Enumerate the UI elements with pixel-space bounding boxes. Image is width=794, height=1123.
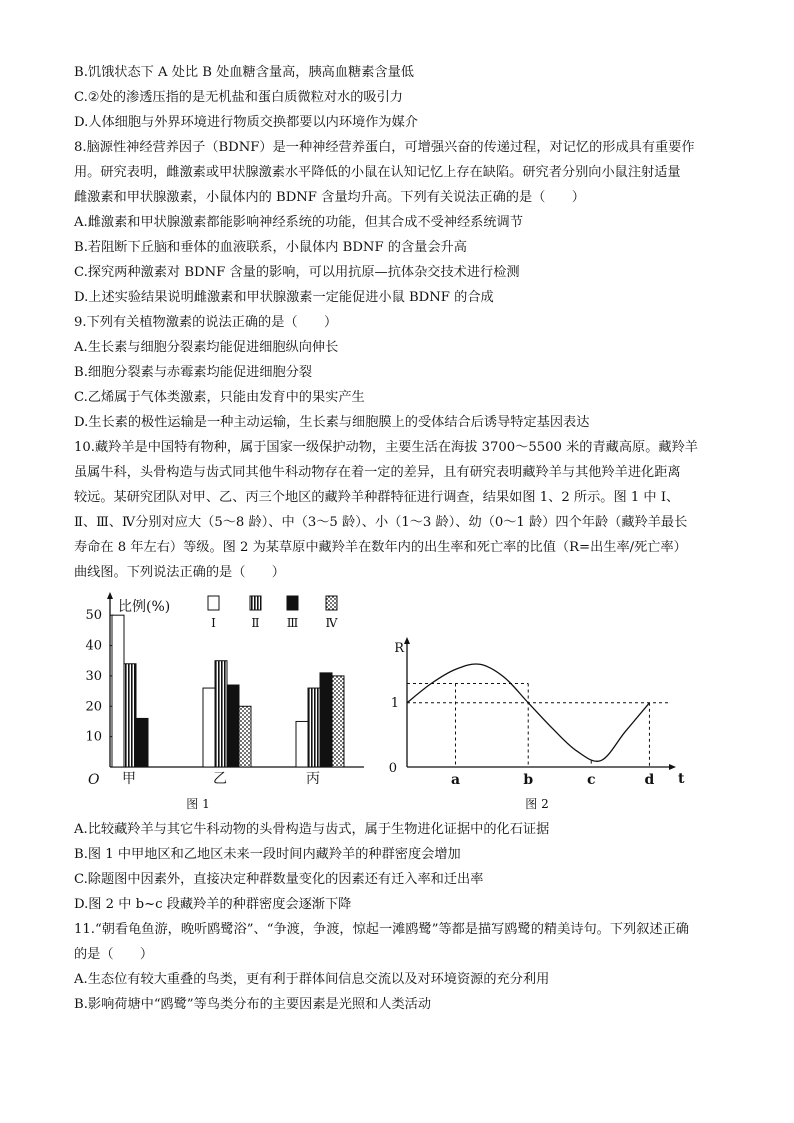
y-tick-label: 30 bbox=[85, 668, 102, 684]
y-tick-label: 50 bbox=[85, 608, 102, 624]
figure-area bbox=[74, 590, 724, 816]
text-line: A.雌激素和甲状腺激素都能影响神经系统的功能，但其合成不受神经系统调节 bbox=[74, 215, 523, 230]
text-line: 9.下列有关植物激素的说法正确的是（ ） bbox=[74, 315, 338, 330]
bar-甲-Ⅱ bbox=[124, 664, 136, 767]
bar-丙-Ⅲ bbox=[320, 673, 332, 767]
legend-label: Ⅱ bbox=[251, 616, 260, 630]
text-line: 的是（ ） bbox=[74, 947, 154, 962]
text-line: 曲线图。下列说法正确的是（ ） bbox=[74, 565, 285, 580]
legend-label: I bbox=[211, 616, 216, 630]
text-line: C.探究两种激素对 BDNF 含量的影响，可以用抗原—抗体杂交技术进行检测 bbox=[74, 265, 520, 280]
text-line: A.生态位有较大重叠的鸟类，更有利于群体间信息交流以及对环境资源的充分利用 bbox=[74, 972, 550, 987]
text-line: B.饥饿状态下 A 处比 B 处血糖含量高，胰高血糖素含量低 bbox=[74, 65, 414, 80]
x-category-label: 丙 bbox=[306, 771, 320, 787]
figure-1-bar-chart bbox=[85, 592, 364, 811]
text-line: B.影响荷塘中“鸥鹭”等鸟类分布的主要因素是光照和人类活动 bbox=[74, 997, 432, 1012]
legend-label: Ⅲ bbox=[286, 616, 299, 630]
bar-甲-Ⅲ bbox=[136, 718, 148, 767]
bar-乙-Ⅱ bbox=[215, 661, 227, 767]
x-axis-label: t bbox=[678, 771, 685, 787]
legend-swatch-Ⅲ bbox=[287, 596, 298, 610]
text-line: 寿命在 8 年左右）等级。图 2 为某草原中藏羚羊在数年内的出生率和死亡率的比值（R=出生率/死亡率） bbox=[74, 540, 687, 555]
bar-乙-Ⅳ bbox=[239, 706, 251, 767]
text-line: B.细胞分裂素与赤霉素均能促进细胞分裂 bbox=[74, 365, 313, 380]
x-tick-label: b bbox=[523, 772, 534, 788]
legend-swatch-Ⅳ bbox=[326, 596, 337, 610]
y-axis-arrow bbox=[107, 592, 113, 599]
bar-丙-Ⅱ bbox=[308, 688, 320, 767]
text-line: 较远。某研究团队对甲、乙、丙三个地区的藏羚羊种群特征进行调查，结果如图 1、2 所示。图 1 中 I、 bbox=[74, 490, 680, 505]
text-line: 雌激素和甲状腺激素，小鼠体内的 BDNF 含量均升高。下列有关说法正确的是（ ） bbox=[74, 190, 585, 205]
text-line: B.图 1 中甲地区和乙地区未来一段时间内藏羚羊的种群密度会增加 bbox=[74, 847, 461, 862]
r-curve bbox=[407, 664, 649, 761]
text-line: 10.藏羚羊是中国特有物种，属于国家一级保护动物，主要生活在海拔 3700～5500 米的青藏高原。藏羚羊 bbox=[74, 440, 698, 455]
y-axis-label: R bbox=[394, 641, 404, 656]
y-axis-label: 比例(%) bbox=[118, 599, 171, 615]
text-line: A.生长素与细胞分裂素均能促进细胞纵向伸长 bbox=[74, 340, 339, 355]
figure-1-caption: 图 1 bbox=[186, 797, 210, 811]
x-category-label: 乙 bbox=[213, 771, 227, 787]
text-line: 8.脑源性神经营养因子（BDNF）是一种神经营养蛋白，可增强兴奋的传递过程，对记忆的形成具有重要作 bbox=[74, 140, 695, 155]
x-axis-arrow bbox=[669, 764, 676, 770]
bar-乙-I bbox=[203, 688, 215, 767]
bar-丙-Ⅳ bbox=[332, 676, 344, 767]
figure-2-line-chart bbox=[389, 637, 685, 811]
y-tick-label: 20 bbox=[85, 699, 102, 715]
x-tick-label: d bbox=[644, 772, 655, 788]
legend-swatch-I bbox=[208, 596, 219, 610]
text-line: C.乙烯属于气体类激素，只能由发育中的果实产生 bbox=[74, 390, 365, 405]
legend-swatch-Ⅱ bbox=[250, 596, 261, 610]
y-tick-label: 1 bbox=[390, 695, 399, 711]
text-line: D.图 2 中 b~c 段藏羚羊的种群密度会逐渐下降 bbox=[74, 897, 352, 912]
text-line: D.上述实验结果说明雌激素和甲状腺激素一定能促进小鼠 BDNF 的合成 bbox=[74, 290, 494, 305]
y-tick-label: 10 bbox=[85, 729, 102, 745]
figure-2-caption: 图 2 bbox=[525, 797, 549, 811]
x-tick-label: a bbox=[450, 772, 461, 788]
bar-甲-I bbox=[112, 615, 124, 767]
text-line: 11.“朝看龟鱼游，晚听鸥鹭浴”、“争渡，争渡，惊起一滩鸥鹭”等都是描写鸥鹭的精美诗句。下列叙述正确 bbox=[74, 922, 689, 937]
text-line: 用。研究表明，雌激素或甲状腺激素水平降低的小鼠在认知记忆上存在缺陷。研究者分别向小鼠注射适量 bbox=[74, 165, 681, 180]
text-line: C.除题图中因素外，直接决定种群数量变化的因素还有迁入率和迁出率 bbox=[74, 872, 484, 887]
origin-label: 0 bbox=[388, 761, 397, 776]
x-tick-label: c bbox=[586, 772, 596, 788]
bar-乙-Ⅲ bbox=[227, 685, 239, 767]
bar-丙-I bbox=[296, 721, 308, 767]
text-line: Ⅱ、Ⅲ、Ⅳ分别对应大（5～8 龄）、中（3～5 龄）、小（1～3 龄）、幼（0～1 龄）四个年龄（藏羚羊最长 bbox=[74, 515, 688, 530]
x-category-label: 甲 bbox=[122, 771, 136, 787]
text-line: B.若阻断下丘脑和垂体的血液联系，小鼠体内 BDNF 的含量会升高 bbox=[74, 240, 467, 255]
text-line: D.人体细胞与外界环境进行物质交换都要以内环境作为媒介 bbox=[74, 115, 418, 130]
origin-label: O bbox=[88, 772, 100, 788]
text-line: 虽属牛科，头骨构造与齿式同其他牛科动物存在着一定的差异，且有研究表明藏羚羊与其他羚羊进化距离 bbox=[74, 465, 681, 480]
text-line: A.比较藏羚羊与其它牛科动物的头骨构造与齿式，属于生物进化证据中的化石证据 bbox=[74, 822, 550, 837]
legend-label: Ⅳ bbox=[325, 616, 338, 630]
text-line: C.②处的渗透压指的是无机盐和蛋白质微粒对水的吸引力 bbox=[74, 90, 403, 105]
y-tick-label: 40 bbox=[85, 638, 102, 654]
text-line: D.生长素的极性运输是一种主动运输，生长素与细胞膜上的受体结合后诱导特定基因表达 bbox=[74, 415, 590, 430]
y-axis-arrow bbox=[404, 637, 410, 644]
